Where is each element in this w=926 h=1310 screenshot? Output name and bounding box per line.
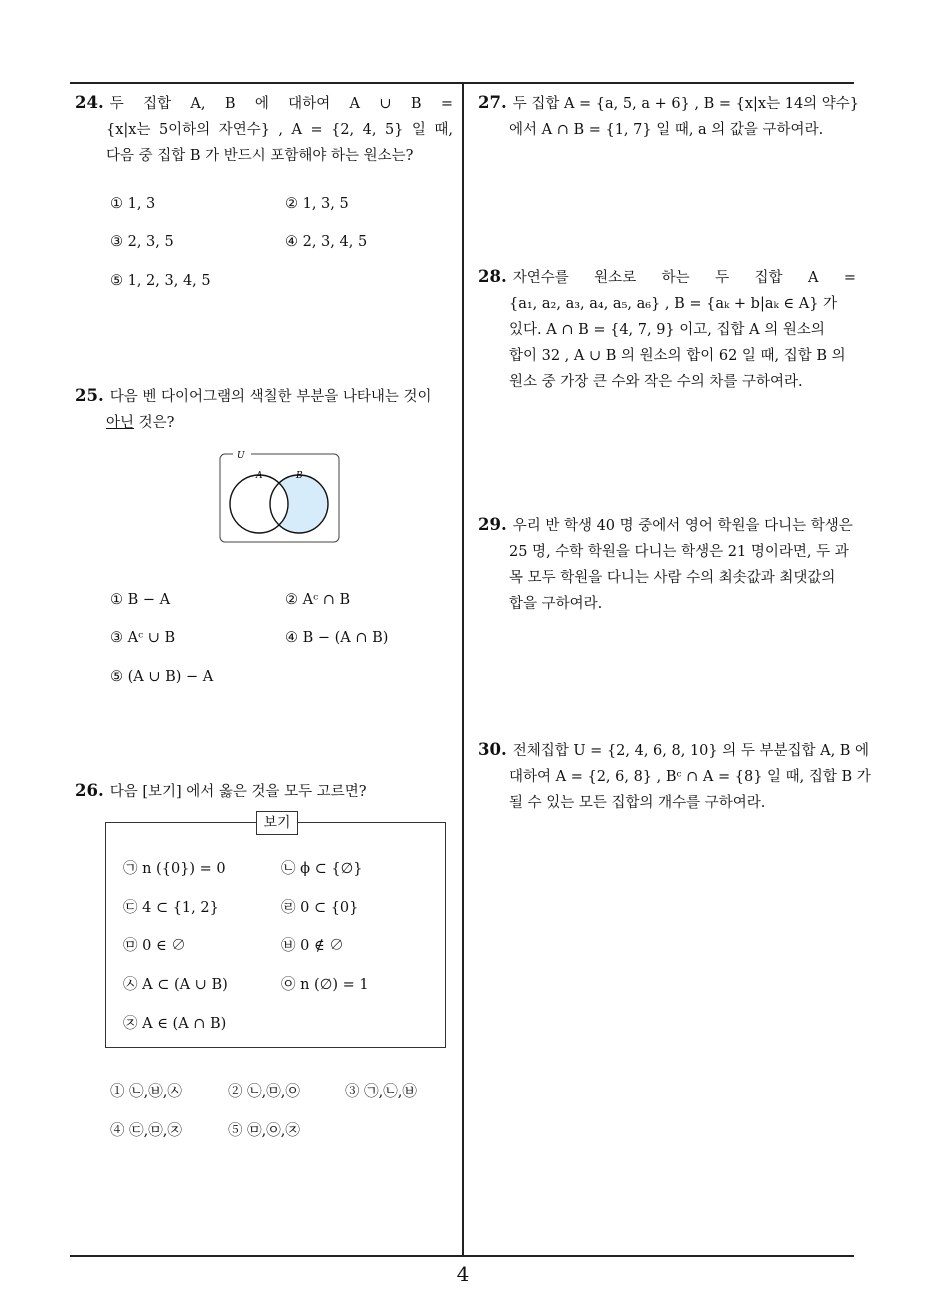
question-text: 25 명, 수학 학원을 다니는 학생은 21 명이라면, 두 과 [509,544,849,560]
question-25 [75,383,453,436]
question-text: 목 모두 학원을 다니는 사람 수의 최솟값과 최댓값의 [509,570,836,586]
universe-label: U [237,451,245,461]
page-number: 4 [456,1262,470,1286]
question-text: {a₁, a₂, a₃, a₄, a₅, a₆} , B = {aₖ + b|aₖ ∈ A} 가 [509,296,838,312]
bogi-item: ㉣ 0 ⊂ {0} [281,900,359,916]
choice-4[interactable]: ④ 2, 3, 4, 5 [285,234,368,250]
question-text: 우리 반 학생 40 명 중에서 영어 학원을 다니는 학생은 [512,518,853,534]
choice-1[interactable]: ① 1, 3 [110,196,156,212]
question-30 [478,737,871,816]
question-number: 26. [75,781,104,800]
question-text: 자연수를 원소로 하는 두 집합 A = [512,270,856,286]
question-text: 원소 중 가장 큰 수와 작은 수의 차를 구하여라. [509,374,803,390]
question-text: 두 집합 A = {a, 5, a + 6} , B = {x|x는 14의 약수} [512,96,860,112]
question-text: 대하여 A = {2, 6, 8} , Bᶜ ∩ A = {8} 일 때, 집합 B 가 [509,769,871,785]
choice-5[interactable]: ⑤ ㉤,㉧,㉨ [228,1123,300,1139]
underlined-word: 아닌 [106,415,135,431]
question-text: 다음 [보기] 에서 옳은 것을 모두 고르면? [109,784,367,800]
choice-1[interactable]: ① B − A [110,592,171,608]
question-24 [75,90,453,169]
bogi-item: ㉤ 0 ∈ ∅ [123,938,186,954]
question-number: 25. [75,386,104,405]
question-text: {x|x는 5이하의 자연수} , A = {2, 4, 5} 일 때, [106,122,453,138]
question-number: 30. [478,740,507,759]
question-text: 다음 벤 다이어그램의 색칠한 부분을 나타내는 것이 [109,389,432,405]
choice-3[interactable]: ③ ㉠,㉡,㉥ [345,1084,417,1100]
choice-3[interactable]: ③ Aᶜ ∪ B [110,630,176,646]
question-text: 에서 A ∩ B = {1, 7} 일 때, a 의 값을 구하여라. [509,122,824,138]
question-text: 두 집합 A, B 에 대하여 A ∪ B = [109,96,453,112]
bogi-item: ㉢ 4 ⊂ {1, 2} [123,900,219,916]
question-28 [478,264,856,395]
bogi-item: ㉨ A ∈ (A ∩ B) [123,1016,227,1032]
question-number: 28. [478,267,507,286]
choice-1[interactable]: ① ㉡,㉥,㉦ [110,1084,182,1100]
question-text: 전체집합 U = {2, 4, 6, 8, 10} 의 두 부분집합 A, B 에 [512,743,870,759]
question-number: 29. [478,515,507,534]
question-text: 것은? [134,415,175,431]
choice-3[interactable]: ③ 2, 3, 5 [110,234,174,250]
choice-4[interactable]: ④ B − (A ∩ B) [285,630,389,646]
choice-2[interactable]: ② Aᶜ ∩ B [285,592,351,608]
question-26 [75,778,453,805]
bogi-item: ㉦ A ⊂ (A ∪ B) [123,977,228,993]
question-29 [478,512,856,617]
question-text: 있다. A ∩ B = {4, 7, 9} 이고, 집합 A 의 원소의 [509,322,825,338]
bogi-title: 보기 [256,811,298,835]
question-text: 합이 32 , A ∪ B 의 원소의 합이 62 일 때, 집합 B 의 [509,348,846,364]
question-number: 27. [478,93,507,112]
choice-4[interactable]: ④ ㉢,㉤,㉨ [110,1123,182,1139]
bogi-item: ㉥ 0 ∉ ∅ [281,938,344,954]
question-27 [478,90,860,143]
bogi-item: ㉧ n (∅) = 1 [281,977,369,993]
question-text: 될 수 있는 모든 집합의 개수를 구하여라. [509,795,766,811]
question-number: 24. [75,93,104,112]
question-text: 다음 중 집합 B 가 반드시 포함해야 하는 원소는? [106,148,414,164]
venn-diagram [219,450,341,545]
bottom-rule [70,1255,854,1257]
choice-5[interactable]: ⑤ 1, 2, 3, 4, 5 [110,273,211,289]
question-text: 합을 구하여라. [509,596,603,612]
column-divider [462,82,464,1256]
choice-2[interactable]: ② ㉡,㉤,㉧ [228,1084,300,1100]
bogi-item: ㉠ n ({0}) = 0 [123,861,226,877]
bogi-item: ㉡ ϕ ⊂ {∅} [281,861,363,877]
set-a-label: A [256,471,263,481]
set-b-label: B [296,471,303,481]
choice-5[interactable]: ⑤ (A ∪ B) − A [110,669,214,685]
choice-2[interactable]: ② 1, 3, 5 [285,196,349,212]
